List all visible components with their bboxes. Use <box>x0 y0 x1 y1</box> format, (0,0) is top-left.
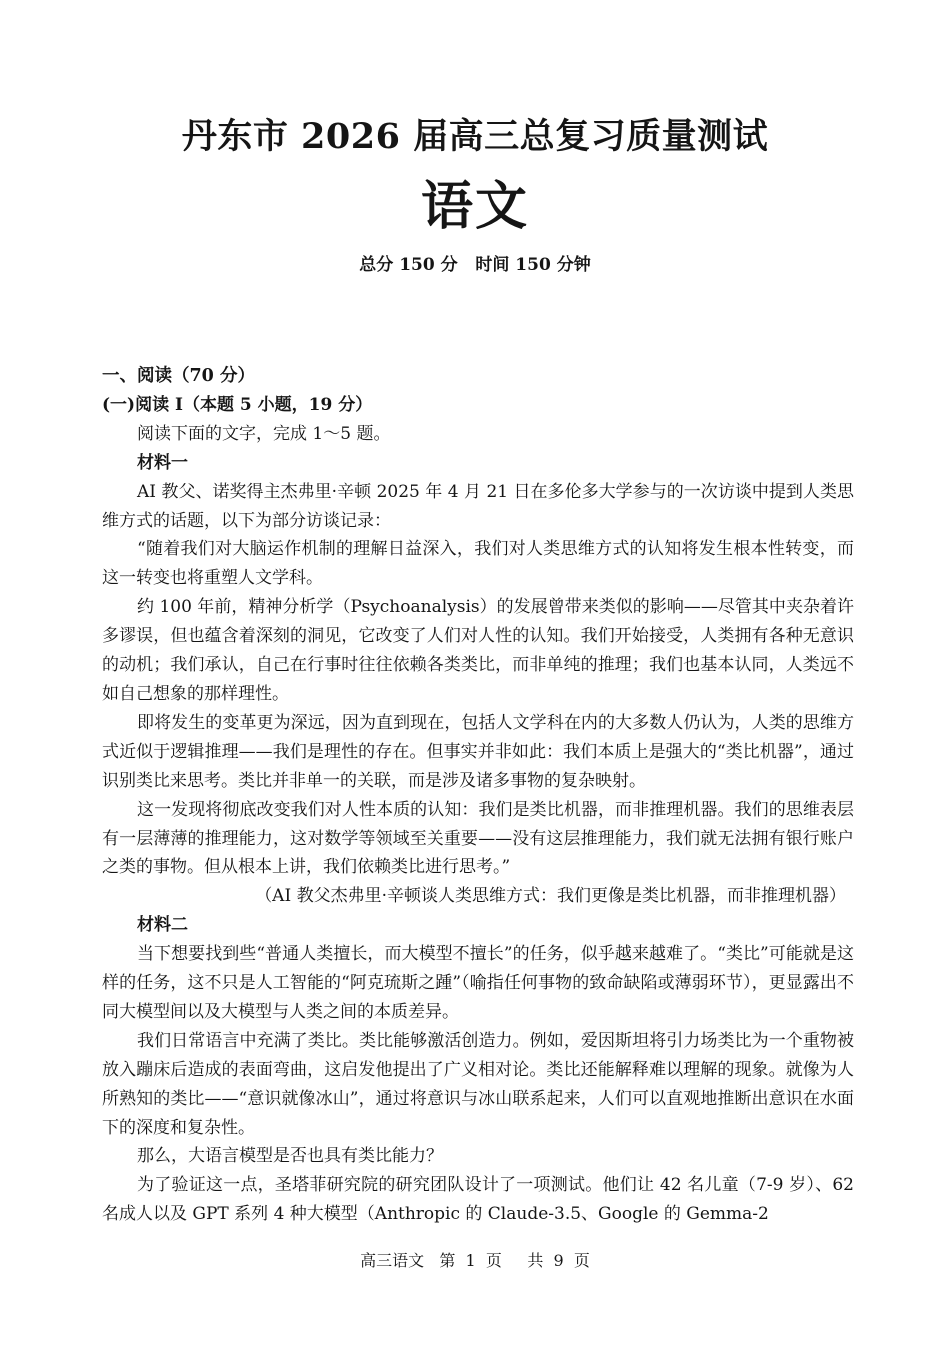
material-one-paragraph: 这一发现将彻底改变我们对人性本质的认知：我们是类比机器，而非推理机器。我们的思维表层有一层薄薄的推理能力，这对数学等领域至关重要——没有这层推理能力，我们就无法拥有银行账户之类的事物。但从根本上讲，我们依赖类比进行思考。” <box>102 799 854 878</box>
material-one-paragraph: “随着我们对大脑运作机制的理解日益深入，我们对人类思维方式的认知将发生根本性转变，而这一转变也将重塑人文学科。 <box>102 539 854 589</box>
material-one-paragraph: 约 100 年前，精神分析学（Psychoanalysis）的发展曾带来类似的影响——尽管其中夹杂着许多谬误，但也蕴含着深刻的洞见，它改变了人们对人性的认知。我们开始接受，人类拥有各种无意识的动机；我们承认，自己在行事时往往依赖各类类比，而非单纯的推理；我们也基本认同，人类远不如自己想象的那样理性。 <box>102 597 854 704</box>
exam-title: 丹东市 2026 届高三总复习质量测试 <box>181 116 769 157</box>
section-subheading: (一)阅读 I（本题 5 小题，19 分） <box>102 394 373 415</box>
material-one-label: 材料一 <box>137 452 188 473</box>
material-two-label: 材料二 <box>137 915 188 936</box>
material-two-paragraph: 当下想要找到些“普通人类擅长，而大模型不擅长”的任务，似乎越来越难了。“类比”可能就是这样的任务，这不只是人工智能的“阿克琉斯之踵”（喻指任何事物的致命缺陷或薄弱环节），更显露出不同大模型间以及大模型与人类之间的本质差异。 <box>102 944 854 1022</box>
exam-body <box>102 362 854 1229</box>
page-footer: 高三语文 第 1 页 共 9 页 <box>360 1251 590 1270</box>
material-one-paragraph: 即将发生的变革更为深远，因为直到现在，包括人文学科在内的大多数人仍认为，人类的思维方式近似于逻辑推理——我们是理性的存在。但事实并非如此：我们本质上是强大的“类比机器”，通过识别类比来思考。类比并非单一的关联，而是涉及诸多事物的复杂映射。 <box>102 712 854 791</box>
material-one-paragraph: AI 教父、诺奖得主杰弗里·辛顿 2025 年 4 月 21 日在多伦多大学参与的一次访谈中提到人类思维方式的话题，以下为部分访谈记录： <box>102 481 854 531</box>
material-two-paragraph: 那么，大语言模型是否也具有类比能力？ <box>137 1146 443 1167</box>
material-two-paragraph: 我们日常语言中充满了类比。类比能够激活创造力。例如，爱因斯坦将引力场类比为一个重物被放入蹦床后造成的表面弯曲，这启发他提出了广义相对论。类比还能解释难以理解的现象。就像为人所熟知的类比——“意识就像冰山”，通过将意识与冰山联系起来，人们可以直观地推断出意识在水面下的深度和复杂性。 <box>102 1030 854 1138</box>
subject-title: 语文 <box>420 176 529 237</box>
exam-meta: 总分 150 分 时间 150 分钟 <box>359 255 591 275</box>
material-two-paragraph: 为了验证这一点，圣塔菲研究院的研究团队设计了一项测试。他们让 42 名儿童（7-9 岁）、62 名成人以及 GPT 系列 4 种大模型（Anthropic 的 Claude-3.5、Google 的 Gemma-2 <box>102 1175 854 1225</box>
instruction-text: 阅读下面的文字，完成 1～5 题。 <box>137 423 391 444</box>
material-one-source: （AI 教父杰弗里·辛顿谈人类思维方式：我们更像是类比机器，而非推理机器） <box>255 886 846 907</box>
section-heading: 一、阅读（70 分） <box>102 366 255 386</box>
